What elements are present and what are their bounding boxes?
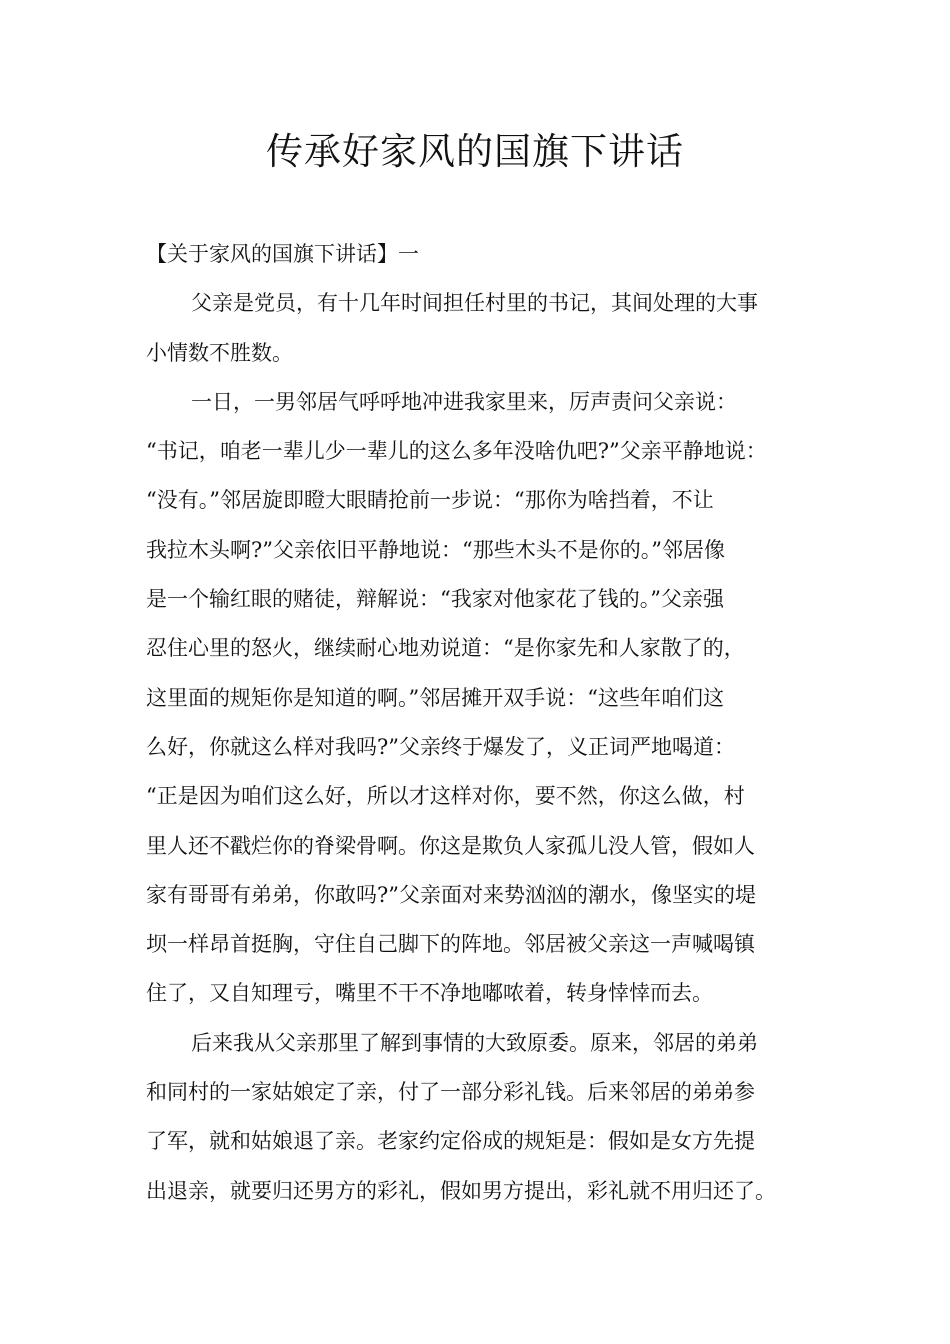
text-line: 家有哥哥有弟弟，你敢吗?”父亲面对来势汹汹的潮水，像坚实的堤 <box>146 882 756 907</box>
text-line: 是一个输红眼的赌徒，辩解说：“我家对他家花了钱的。”父亲强 <box>146 587 724 612</box>
text-line: 出退亲，就要归还男方的彩礼，假如男方提出，彩礼就不用归还了。 <box>146 1178 776 1203</box>
text-line: 了军，就和姑娘退了亲。老家约定俗成的规矩是：假如是女方先提 <box>146 1129 755 1154</box>
text-line: 我拉木头啊?”父亲依旧平静地说：“那些木头不是你的。”邻居像 <box>146 537 725 562</box>
text-line: 忍住心里的怒火，继续耐心地劝说道：“是你家先和人家散了的， <box>146 636 745 661</box>
text-line: 父亲是党员，有十几年时间担任村里的书记，其间处理的大事 <box>191 291 758 316</box>
document-body <box>146 230 836 1216</box>
document-title: 传承好家风的国旗下讲话 <box>266 130 684 173</box>
text-line: “没有。”邻居旋即瞪大眼睛抢前一步说：“那你为啥挡着，不让 <box>146 488 714 513</box>
text-line: 后来我从父亲那里了解到事情的大致原委。原来，邻居的弟弟 <box>191 1030 758 1055</box>
text-line: 住了，又自知理亏，嘴里不干不净地嘟哝着，转身悻悻而去。 <box>146 981 713 1006</box>
text-line: 和同村的一家姑娘定了亲，付了一部分彩礼钱。后来邻居的弟弟参 <box>146 1080 755 1105</box>
text-line: 【关于家风的国旗下讲话】一 <box>146 242 419 266</box>
text-line: 里人还不戳烂你的脊梁骨啊。你这是欺负人家孤儿没人管，假如人 <box>146 833 755 858</box>
text-line: “正是因为咱们这么好，所以才这样对你，要不然，你这么做，村 <box>146 784 745 809</box>
text-line: 坝一样昂首挺胸，守住自己脚下的阵地。邻居被父亲这一声喊喝镇 <box>146 932 755 957</box>
text-line: 一日，一男邻居气呼呼地冲进我家里来，厉声责问父亲说： <box>191 389 737 414</box>
text-line: 小情数不胜数。 <box>146 340 293 365</box>
text-line: 么好，你就这么样对我吗?”父亲终于爆发了，义正词严地喝道： <box>146 734 735 759</box>
text-line: “书记，咱老一辈儿少一辈儿的这么多年没啥仇吧?”父亲平静地说： <box>146 439 767 464</box>
text-line: 这里面的规矩你是知道的啊。”邻居摊开双手说：“这些年咱们这 <box>146 685 724 710</box>
